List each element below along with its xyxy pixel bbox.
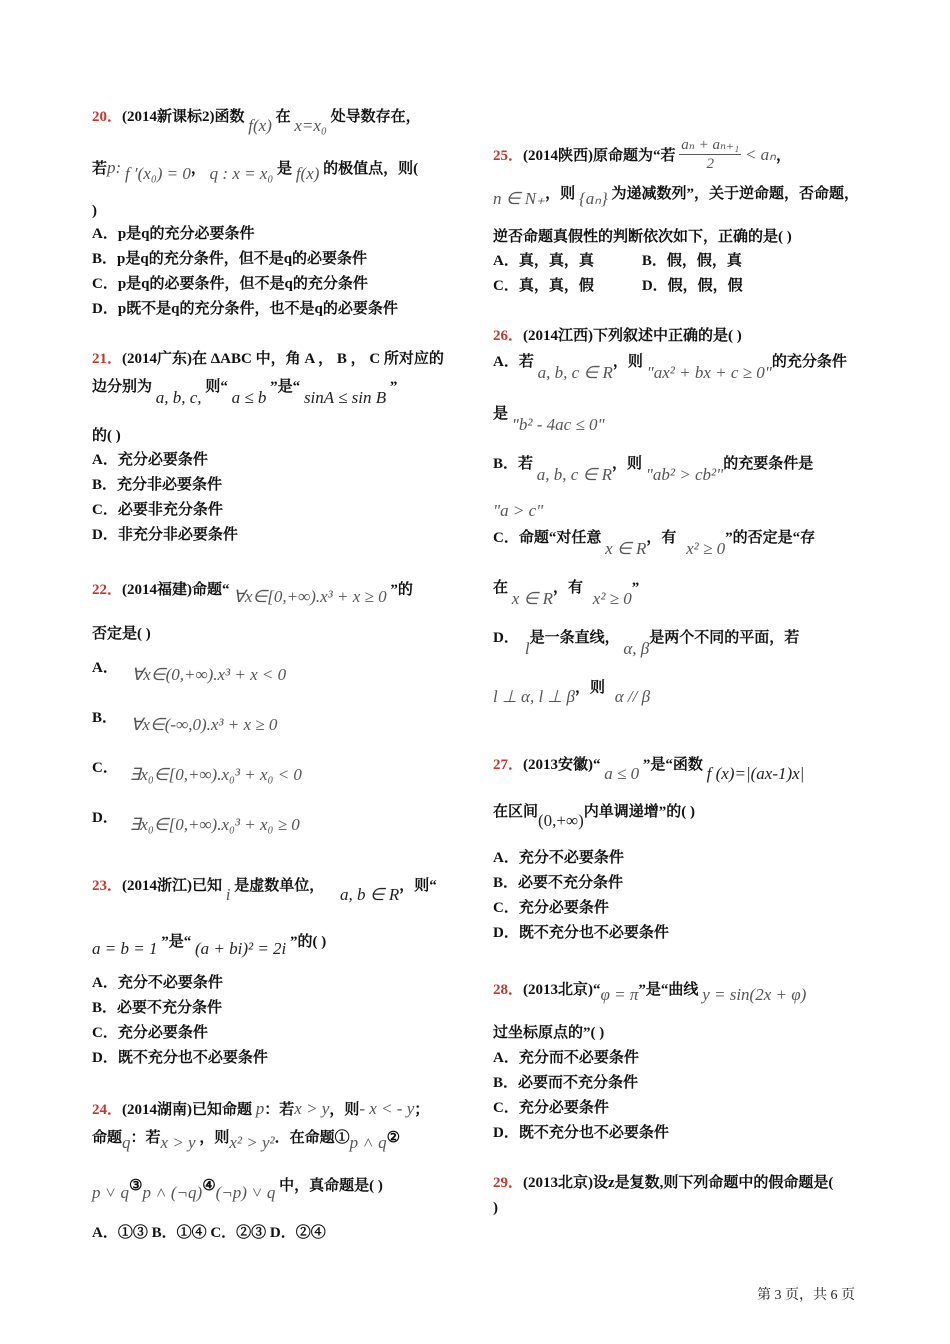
q23-line1: 23．(2014浙江)已知 i 是虚数单位， a, b ∈ R，则“	[92, 878, 437, 904]
options-row: C．真，真，假 D．假，假，假	[493, 278, 743, 294]
option: D．非充分非必要条件	[92, 527, 238, 543]
option: C．充分必要条件	[493, 1100, 609, 1116]
option: C．p是q的必要条件，但不是q的充分条件	[92, 276, 368, 292]
q25-line1: 25．(2014陕西)原命题为“若 $\frac{\text{aₙ + aₙ₊₁}}{2}$ < aₙ，	[493, 137, 791, 172]
option: A． ∀x∈(0,+∞).x³ + x < 0	[92, 660, 287, 684]
answer-choices: A．①③ B．①④ C．②③ D．②④	[92, 1225, 326, 1241]
q21-line3: 的( )	[92, 428, 121, 444]
q26-option-c-cont: 在 x ∈ R，有 x² ≥ 0”	[493, 580, 640, 608]
q26-option-a: A．若 a, b, c ∈ R，则 "ax² + bx + c ≥ 0"的充分条件	[493, 354, 847, 382]
q20-line1: 20．(2014新课标2)函数 f(x) 在 x=x₀ 处导数存在，	[92, 109, 421, 135]
option: C．充分必要条件	[493, 900, 609, 916]
option: C．充分必要条件	[92, 1025, 208, 1041]
q28-line1: 28．(2013北京)“φ = π”是“曲线 y = sin(2x + φ)	[493, 982, 807, 1004]
question-number: 24．	[92, 1102, 123, 1118]
fraction: $\frac{\text{aₙ + aₙ₊₁}}{2}$	[681, 137, 740, 172]
q29-line1: 29．(2013北京)设z是复数,则下列命题中的假命题是(	[493, 1175, 834, 1191]
option: B．充分非必要条件	[92, 477, 223, 493]
option: B． ∀x∈(-∞,0).x³ + x ≥ 0	[92, 710, 278, 734]
q24-line3: p ˅ q③p ˄ (¬q)④(¬p) ˅ q 中，真命题是( )	[92, 1178, 383, 1202]
q26-option-b-cont: "a > c"	[493, 501, 544, 520]
option: B．必要而不充分条件	[493, 1075, 639, 1091]
option: C． ∃x₀∈[0,+∞).x₀³ + x₀ < 0	[92, 760, 302, 784]
option: D． ∃x₀∈[0,+∞).x₀³ + x₀ ≥ 0	[92, 810, 300, 834]
q21-line1: 21．(2014广东)在 ΔABC 中，角 A ， B ， C 所对应的	[92, 351, 444, 367]
option: A．充分不必要条件	[92, 975, 223, 991]
q22-line1: 22．(2014福建)命题“ ∀x∈[0,+∞).x³ + x ≥ 0 ”的	[92, 582, 413, 606]
question-number: 27．	[493, 757, 524, 773]
q26-option-d: D．l是一条直线， α, β是两个不同的平面，若	[493, 630, 800, 658]
option: D．既不充分也不必要条件	[493, 1125, 669, 1141]
question-number: 28．	[493, 982, 524, 998]
q26-line1: 26．(2014江西)下列叙述中正确的是( )	[493, 328, 742, 344]
option: D．既不充分也不必要条件	[92, 1050, 268, 1066]
option: B．必要不充分条件	[92, 1000, 223, 1016]
q27-line1: 27．(2013安徽)“ a ≤ 0 ”是“函数 f (x)=|(ax-1)x|	[493, 757, 805, 783]
question-number: 26．	[493, 328, 524, 344]
q24-line2: 命题q：若x > y ，则x² > y²．在命题①p ˄ q②	[92, 1130, 401, 1152]
option: A．充分而不必要条件	[493, 1050, 639, 1066]
option: D．既不充分也不必要条件	[493, 925, 669, 941]
q20-line3: )	[92, 203, 97, 219]
q26-option-a-cont: 是 "b² - 4ac ≤ 0"	[493, 406, 605, 434]
question-number: 20．	[92, 109, 123, 125]
q28-line2: 过坐标原点的”( )	[493, 1025, 605, 1041]
q22-line2: 否定是( )	[92, 626, 151, 642]
option: C．必要非充分条件	[92, 502, 223, 518]
option: B．p是q的充分条件，但不是q的必要条件	[92, 251, 368, 267]
q20-line2: 若p: f ′(x₀) = 0， q : x = x₀ 是 f(x) 的极值点，则(	[92, 158, 419, 183]
page-footer: 第 3 页，共 6 页	[757, 1288, 855, 1303]
q23-line2: a = b = 1 ”是“ (a + bi)² = 2i ”的( )	[92, 934, 327, 958]
option: A．p是q的充分必要条件	[92, 226, 255, 242]
option: A．充分不必要条件	[493, 850, 624, 866]
q27-line2: 在区间(0,+∞)内单调递增”的( )	[493, 804, 696, 830]
option: A．充分必要条件	[92, 452, 208, 468]
q25-line2: n ∈ N₊，则 {aₙ} 为递减数列”，关于逆命题，否命题，	[493, 186, 860, 208]
question-number: 21．	[92, 351, 123, 367]
question-number: 29．	[493, 1175, 524, 1191]
option: B．必要不充分条件	[493, 875, 624, 891]
q26-option-d-cont: l ⊥ α, l ⊥ β，则 α // β	[493, 680, 651, 706]
question-number: 22．	[92, 582, 123, 598]
q26-option-b: B．若 a, b, c ∈ R，则 "ab² > cb²"的充要条件是	[493, 456, 814, 484]
q26-option-c: C．命题“对任意 x ∈ R，有 x² ≥ 0”的否定是“存	[493, 530, 816, 558]
q29-line2: )	[493, 1200, 498, 1216]
options-row: A．真，真，真 B．假，假，真	[493, 253, 742, 269]
q24-line1: 24．(2014湖南)已知命题 p：若x > y，则- x < - y；	[92, 1099, 430, 1118]
q25-line3: 逆否命题真假性的判断依次如下，正确的是( )	[493, 229, 792, 245]
q21-line2: 边分别为 a, b, c, 则“ a ≤ b ”是“ sinA ≤ sin B ”	[92, 379, 398, 407]
question-number: 25．	[493, 147, 524, 164]
question-number: 23．	[92, 878, 123, 894]
option: D．p既不是q的充分条件，也不是q的必要条件	[92, 301, 398, 317]
